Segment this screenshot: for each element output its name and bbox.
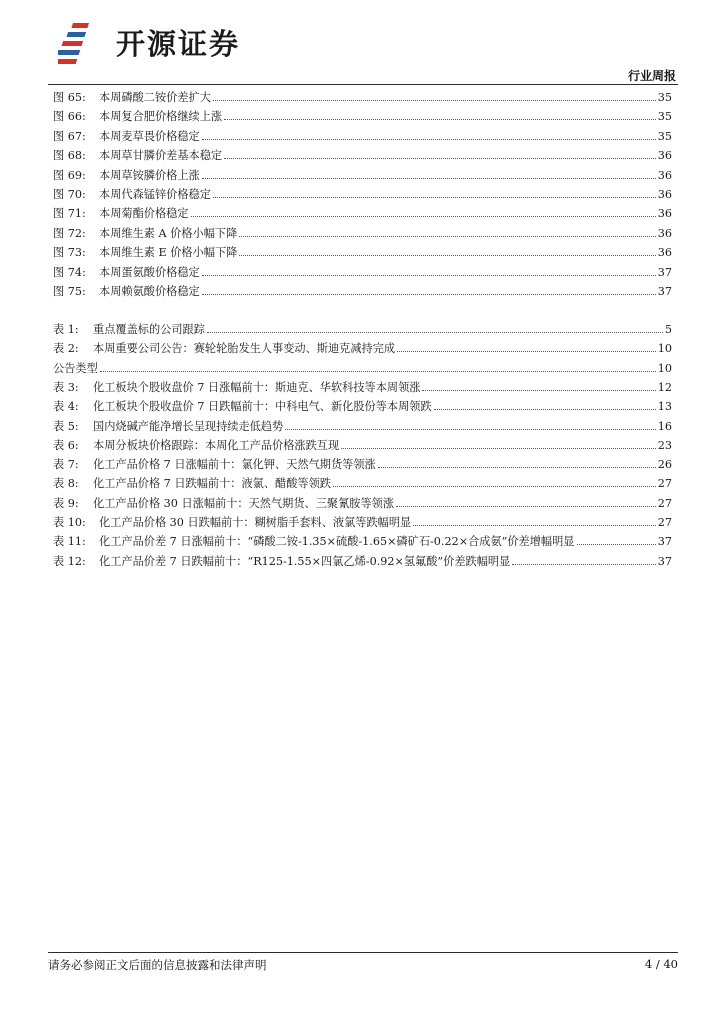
toc-leader-dots bbox=[202, 293, 656, 295]
toc-figure-entry[interactable] bbox=[53, 244, 672, 262]
toc-entry-title: 化工板块个股收盘价 7 日跌幅前十：中科电气、新化股份等本周领跌 bbox=[93, 400, 432, 414]
toc-entry-page: 35 bbox=[657, 91, 672, 104]
toc-figure-entry[interactable] bbox=[53, 128, 672, 146]
toc-figure-entry[interactable] bbox=[53, 283, 672, 301]
toc-entry-label: 图 73: bbox=[53, 246, 86, 260]
toc-entry-title: 化工产品价差 7 日跌幅前十：“R125-1.55×四氯乙烯-0.92×氢氟酸”价差跌幅明显 bbox=[99, 554, 511, 568]
toc-table-entry[interactable] bbox=[53, 379, 672, 397]
toc-leader-dots bbox=[202, 274, 656, 276]
toc-leader-dots bbox=[202, 138, 656, 140]
toc-figure-entry[interactable] bbox=[53, 147, 672, 165]
toc-entry-title: 化工产品价格 7 日跌幅前十：液氯、醋酸等领跌 bbox=[93, 477, 331, 491]
toc-entry-page: 12 bbox=[657, 380, 672, 394]
toc-entry-title: 重点覆盖标的公司跟踪 bbox=[93, 323, 205, 336]
toc-entry-label: 图 75: bbox=[53, 285, 86, 298]
toc-entry-page: 37 bbox=[657, 285, 672, 298]
toc-leader-dots bbox=[224, 157, 656, 159]
toc-entry-page: 27 bbox=[657, 477, 672, 491]
toc-entry-title: 本周维生素 E 价格小幅下降 bbox=[99, 246, 238, 260]
toc-leader-dots bbox=[239, 235, 655, 237]
footer-disclaimer: 请务必参阅正文后面的信息披露和法律声明 bbox=[48, 958, 267, 972]
brand-name: 开源证券 bbox=[116, 27, 241, 61]
toc-entry-title: 本周蛋氨酸价格稳定 bbox=[99, 265, 200, 279]
toc-entry-page: 10 bbox=[657, 342, 672, 356]
toc-entry-title: 本周赖氨酸价格稳定 bbox=[99, 285, 200, 298]
toc-entry-page: 36 bbox=[657, 149, 672, 163]
toc-entry-label: 图 67: bbox=[53, 129, 86, 143]
toc-entry-label: 图 68: bbox=[53, 149, 86, 163]
toc-entry-title: 本周磷酸二铵价差扩大 bbox=[99, 91, 211, 104]
toc-entry-page: 36 bbox=[657, 207, 672, 221]
toc-entry-page: 36 bbox=[657, 168, 672, 182]
toc-entry-label: 图 71: bbox=[53, 207, 86, 221]
toc-entry-label: 表 10: bbox=[53, 516, 86, 529]
toc-entry-page: 27 bbox=[657, 516, 672, 529]
toc-leader-dots bbox=[285, 428, 656, 430]
toc-table-entry[interactable] bbox=[53, 475, 672, 493]
toc-entry-label: 表 5: bbox=[53, 419, 79, 433]
company-logo-icon bbox=[58, 20, 102, 66]
toc-leader-dots bbox=[202, 177, 656, 179]
toc-entry-page: 23 bbox=[657, 438, 672, 452]
toc-entry-label: 表 1: bbox=[53, 323, 79, 336]
toc-entry-page: 36 bbox=[657, 188, 672, 201]
toc-entry-title: 本周代森锰锌价格稳定 bbox=[99, 188, 211, 201]
toc-entry-title: 本周菊酯价格稳定 bbox=[99, 207, 189, 221]
toc-leader-dots bbox=[213, 99, 656, 101]
toc-figure-entry[interactable] bbox=[53, 205, 672, 223]
toc-entry-page: 35 bbox=[657, 129, 672, 143]
toc-leader-dots bbox=[413, 524, 656, 526]
toc-entry-page: 37 bbox=[657, 535, 672, 549]
toc-table-entry[interactable] bbox=[53, 360, 672, 378]
toc-entry-title: 本周复合肥价格继续上涨 bbox=[99, 110, 223, 124]
toc-leader-dots bbox=[239, 254, 655, 256]
toc-leader-dots bbox=[224, 118, 656, 120]
toc-leader-dots bbox=[577, 543, 656, 545]
toc-entry-page: 37 bbox=[657, 554, 672, 568]
toc-entry-title: 本周麦草畏价格稳定 bbox=[99, 129, 200, 143]
page-number: 4 / 40 bbox=[644, 957, 678, 971]
toc-entry-page: 37 bbox=[657, 265, 672, 279]
toc-leader-dots bbox=[378, 466, 656, 468]
toc-entry-title: 化工产品价格 30 日跌幅前十：糊树脂手套料、液氯等跌幅明显 bbox=[99, 516, 412, 529]
toc-table-entry[interactable] bbox=[53, 553, 672, 571]
toc-leader-dots bbox=[100, 370, 656, 372]
toc-entry-page: 10 bbox=[657, 361, 672, 375]
toc-entry-label: 图 65: bbox=[53, 91, 86, 104]
toc-entry-label: 表 4: bbox=[53, 400, 79, 414]
toc-entry-label: 图 72: bbox=[53, 226, 86, 240]
toc-entry-page: 26 bbox=[657, 458, 672, 472]
toc-entry-page: 16 bbox=[657, 419, 672, 433]
toc-leader-dots bbox=[207, 331, 663, 333]
toc-table-entry[interactable] bbox=[53, 398, 672, 416]
toc-figure-entry[interactable] bbox=[53, 108, 672, 126]
toc-leader-dots bbox=[341, 447, 656, 449]
toc-table-entry[interactable] bbox=[53, 321, 672, 339]
toc-entry-label: 表 12: bbox=[53, 554, 86, 568]
toc-entry-page: 36 bbox=[657, 246, 672, 260]
toc-figure-entry[interactable] bbox=[53, 186, 672, 204]
toc-table-entry[interactable] bbox=[53, 340, 672, 358]
toc-entry-label: 表 2: bbox=[53, 342, 79, 356]
page-header bbox=[0, 0, 724, 86]
toc-entry-title: 本周分板块价格跟踪：本周化工产品价格涨跌互现 bbox=[93, 438, 340, 452]
toc-entry-label: 图 74: bbox=[53, 265, 86, 279]
toc-entry-label: 表 6: bbox=[53, 438, 79, 452]
toc-entry-label: 表 8: bbox=[53, 477, 79, 491]
toc-entry-label: 表 11: bbox=[53, 535, 86, 549]
toc-leader-dots bbox=[512, 563, 655, 565]
toc-entry-page: 5 bbox=[664, 323, 672, 336]
toc-entry-title: 本周草甘膦价差基本稳定 bbox=[99, 149, 223, 163]
toc-entry-page: 35 bbox=[657, 110, 672, 124]
toc-entry-title: 本周草铵膦价格上涨 bbox=[99, 168, 200, 182]
toc-entry-page: 27 bbox=[657, 496, 672, 510]
toc-figure-entry[interactable] bbox=[53, 167, 672, 185]
toc-entry-title: 化工板块个股收盘价 7 日涨幅前十：斯迪克、华软科技等本周领涨 bbox=[93, 380, 421, 394]
toc-entry-title: 化工产品价格 30 日涨幅前十：天然气期货、三聚氰胺等领涨 bbox=[93, 496, 395, 510]
toc-leader-dots bbox=[333, 485, 656, 487]
toc-table-entry[interactable] bbox=[53, 437, 672, 455]
toc-entry-label: 图 66: bbox=[53, 110, 86, 124]
toc-leader-dots bbox=[422, 389, 655, 391]
toc-entry-title: 化工产品价格 7 日涨幅前十：氯化钾、天然气期货等领涨 bbox=[93, 458, 376, 472]
toc-table-entry[interactable] bbox=[53, 514, 672, 532]
toc-entry-title: 国内烧碱产能净增长呈现持续走低趋势 bbox=[93, 419, 284, 433]
toc-leader-dots bbox=[213, 196, 656, 198]
toc-figure-entry[interactable] bbox=[53, 225, 672, 243]
report-type: 行业周报 bbox=[627, 69, 676, 83]
toc-entry-label: 表 9: bbox=[53, 496, 79, 510]
toc-table-entry[interactable] bbox=[53, 533, 672, 551]
toc-table-entry[interactable] bbox=[53, 456, 672, 474]
toc-leader-dots bbox=[396, 505, 656, 507]
toc-entry-title: 公告类型 bbox=[53, 361, 98, 375]
toc-entry-title: 化工产品价差 7 日涨幅前十：“磷酸二铵-1.35×硫酸-1.65×磷矿石-0.22×合成氨”价差增幅明显 bbox=[99, 535, 575, 549]
toc-leader-dots bbox=[191, 215, 656, 217]
toc-entry-page: 13 bbox=[657, 400, 672, 414]
toc-entry-label: 表 3: bbox=[53, 380, 79, 394]
header-divider bbox=[48, 84, 678, 85]
footer-divider bbox=[48, 952, 678, 953]
toc-figure-entry[interactable] bbox=[53, 89, 672, 107]
toc-entry-label: 图 69: bbox=[53, 168, 86, 182]
toc-entry-page: 36 bbox=[657, 226, 672, 240]
toc-leader-dots bbox=[397, 350, 656, 352]
toc-entry-title: 本周维生素 A 价格小幅下降 bbox=[99, 226, 238, 240]
toc-leader-dots bbox=[434, 408, 656, 410]
toc-entry-title: 本周重要公司公告：赛轮轮胎发生人事变动、斯迪克减持完成 bbox=[93, 342, 396, 356]
toc-entry-label: 表 7: bbox=[53, 458, 79, 472]
toc-figure-entry[interactable] bbox=[53, 264, 672, 282]
toc-entry-label: 图 70: bbox=[53, 188, 86, 201]
toc-table-entry[interactable] bbox=[53, 495, 672, 513]
toc-table-entry[interactable] bbox=[53, 418, 672, 436]
